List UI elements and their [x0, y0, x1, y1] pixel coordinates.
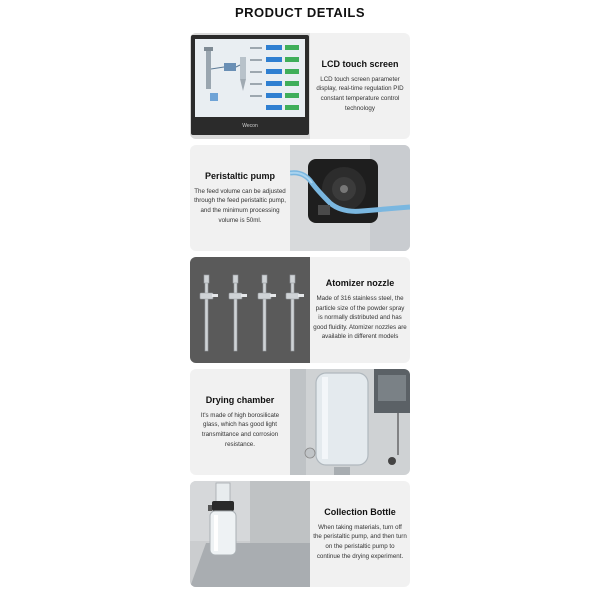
drying-chamber-photo	[290, 369, 410, 475]
collection-bottle-photo	[190, 481, 310, 587]
pump-image	[290, 145, 410, 251]
feature-card-pump	[190, 145, 410, 251]
feature-text-bottle	[310, 481, 410, 587]
feature-text-pump	[190, 145, 290, 251]
feature-text-chamber	[190, 369, 290, 475]
feature-title: Drying chamber	[205, 394, 275, 405]
atomizer-nozzle-photo	[190, 257, 310, 363]
feature-description: It's made of high borosilicate glass, which has good light transmittance and corrosion resistance.	[200, 411, 280, 448]
lcd-screen-image	[190, 33, 310, 139]
feature-card-chamber	[190, 369, 410, 475]
lcd-touch-screen-photo	[190, 33, 310, 139]
feature-card-bottle	[190, 481, 410, 587]
feature-description: The feed volume can be adjusted through the feed peristaltic pump, and the minimum processing volume is 50ml.	[194, 187, 286, 224]
screen-brand-logo: Wecon	[242, 123, 258, 129]
nozzle-image	[190, 257, 310, 363]
feature-title: Collection Bottle	[324, 506, 396, 517]
feature-title: Atomizer nozzle	[325, 277, 395, 288]
peristaltic-pump-photo	[290, 145, 410, 251]
page-title: PRODUCT DETAILS	[234, 5, 366, 20]
feature-description: LCD touch screen parameter display, real-time regulation PID constant temperature control technology	[316, 75, 404, 112]
bottle-image	[190, 481, 310, 587]
feature-title: LCD touch screen	[321, 58, 399, 69]
feature-text-lcd	[310, 33, 410, 139]
feature-card-nozzle	[190, 257, 410, 363]
feature-description: When taking materials, turn off the peristaltic pump, and then turn on the peristaltic pump to continue the drying experiment.	[313, 523, 407, 560]
feature-text-nozzle	[310, 257, 410, 363]
chamber-image	[290, 369, 410, 475]
feature-description: Made of 316 stainless steel, the particle size of the powder spray is normally distributed and has good fluidity. Atomizer nozzles are available in different models	[313, 294, 407, 341]
feature-title: Peristaltic pump	[204, 170, 276, 181]
feature-card-lcd	[190, 33, 410, 139]
